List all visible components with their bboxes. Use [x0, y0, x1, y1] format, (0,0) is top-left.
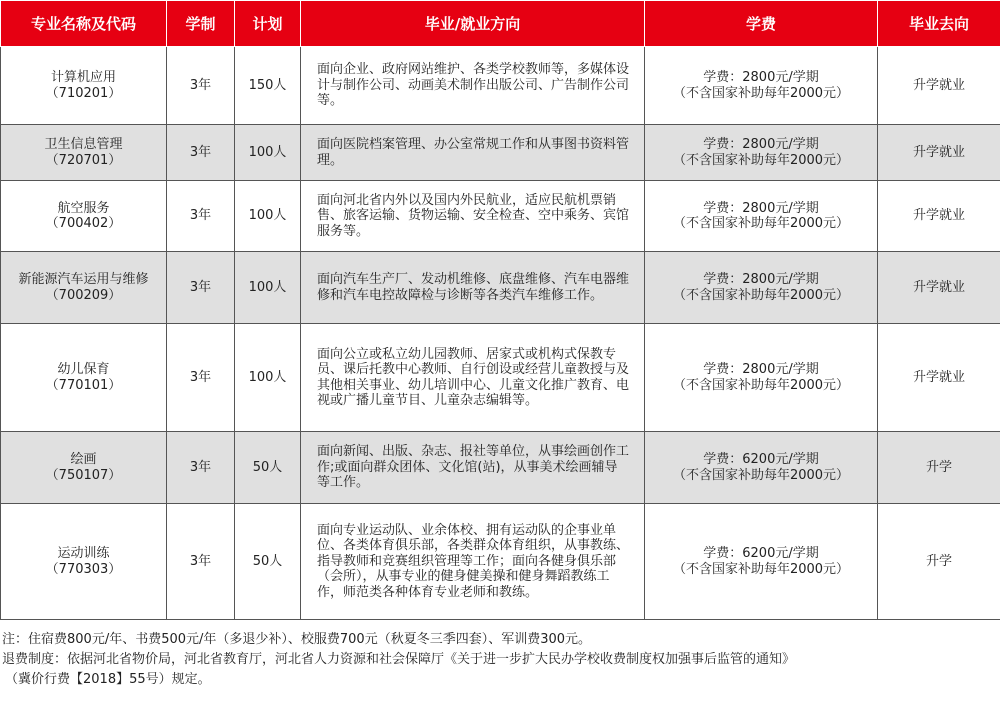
- major-cell: [1, 252, 167, 324]
- major-cell: [1, 181, 167, 252]
- fee-amount: 学费：6200元/学期: [703, 546, 819, 561]
- major-name: 运动训练: [57, 546, 110, 561]
- header-plan: 计划: [235, 1, 301, 47]
- direction-cell: 面向医院档案管理、办公室常规工作和从事图书资料管理。: [301, 125, 645, 181]
- table-row: [1, 252, 1000, 324]
- fee-cell: [645, 324, 878, 432]
- plan-cell: 100人: [235, 324, 301, 432]
- table-row: [1, 181, 1000, 252]
- major-code: （710201）: [45, 85, 122, 101]
- duration-cell: 3年: [167, 324, 235, 432]
- direction-cell: 面向汽车生产厂、发动机维修、底盘维修、汽车电器维修和汽车电控故障检与诊断等各类汽车维修工作。: [301, 252, 645, 324]
- plan-cell: 100人: [235, 181, 301, 252]
- fee-cell: [645, 252, 878, 324]
- major-code: （770303）: [45, 561, 122, 577]
- direction-cell: 面向公立或私立幼儿园教师、居家式或机构式保教专员、课后托教中心教师、自行创设或经营儿童教授与及其他相关事业、幼儿培训中心、儿童文化推广教育、电视或广播儿童节目、儿童杂志编辑等。: [301, 324, 645, 432]
- major-cell: [1, 324, 167, 432]
- duration-cell: 3年: [167, 432, 235, 504]
- header-duration: 学制: [167, 1, 235, 47]
- major-cell: [1, 432, 167, 504]
- table-row: [1, 125, 1000, 181]
- major-name: 卫生信息管理: [44, 137, 123, 152]
- duration-cell: 3年: [167, 125, 235, 181]
- destination-cell: 升学就业: [878, 47, 1000, 125]
- major-name: 航空服务: [57, 200, 110, 216]
- destination-cell: 升学就业: [878, 125, 1000, 181]
- major-code: （700209）: [45, 287, 122, 303]
- fee-cell: [645, 432, 878, 504]
- fee-amount: 学费：6200元/学期: [703, 452, 819, 467]
- fee-amount: 学费：2800元/学期: [703, 137, 819, 152]
- plan-cell: 100人: [235, 125, 301, 181]
- major-cell: [1, 504, 167, 620]
- fee-note: （不含国家补助每年2000元）: [672, 85, 850, 101]
- table-row: [1, 504, 1000, 620]
- duration-cell: 3年: [167, 47, 235, 125]
- duration-cell: 3年: [167, 504, 235, 620]
- fee-amount: 学费：2800元/学期: [703, 362, 819, 377]
- major-name: 计算机应用: [50, 70, 116, 85]
- duration-cell: 3年: [167, 181, 235, 252]
- notes-section: [2, 630, 998, 690]
- fee-note: （不含国家补助每年2000元）: [672, 287, 850, 303]
- major-code: （720701）: [45, 152, 122, 168]
- fee-note: （不含国家补助每年2000元）: [672, 561, 850, 577]
- destination-cell: 升学就业: [878, 252, 1000, 324]
- fee-cell: [645, 181, 878, 252]
- fee-note: （不含国家补助每年2000元）: [672, 152, 850, 168]
- plan-cell: 50人: [235, 504, 301, 620]
- table-row: [1, 324, 1000, 432]
- plan-cell: 100人: [235, 252, 301, 324]
- table-row: [1, 432, 1000, 504]
- destination-cell: 升学: [878, 504, 1000, 620]
- table-header-row: [1, 1, 1000, 47]
- plan-cell: 50人: [235, 432, 301, 504]
- major-code: （750107）: [45, 467, 122, 483]
- table-row: [1, 47, 1000, 125]
- header-direction: 毕业/就业方向: [301, 1, 645, 47]
- header-fee: 学费: [645, 1, 878, 47]
- fee-cell: [645, 47, 878, 125]
- duration-cell: 3年: [167, 252, 235, 324]
- direction-cell: 面向专业运动队、业余体校、拥有运动队的企事业单位、各类体育俱乐部，各类群众体育组织，从事教练、指导教师和竞赛组织管理等工作；面向各健身俱乐部（会所），从事专业的健身健美操和健身舞蹈教练工作，师范类各种体育专业老师和教练。: [301, 504, 645, 620]
- destination-cell: 升学就业: [878, 324, 1000, 432]
- fee-note: （不含国家补助每年2000元）: [672, 216, 850, 231]
- refund-policy-line: 退费制度：依据河北省物价局，河北省教育厅，河北省人力资源和社会保障厅《关于进一步扩大民办学校收费制度权加强事后监管的通知》: [2, 652, 796, 667]
- destination-cell: 升学就业: [878, 181, 1000, 252]
- major-code: （770101）: [45, 377, 122, 393]
- fee-note-line: 注：住宿费800元/年、书费500元/年（多退少补）、校服费700元（秋夏冬三季四套）、军训费300元。: [2, 632, 592, 647]
- fee-amount: 学费：2800元/学期: [703, 70, 819, 85]
- refund-policy-reference: （冀价行费【2018】55号）规定。: [5, 672, 211, 687]
- fee-cell: [645, 504, 878, 620]
- major-cell: [1, 47, 167, 125]
- major-name: 新能源汽车运用与维修: [18, 272, 149, 287]
- fee-note: （不含国家补助每年2000元）: [672, 467, 850, 483]
- major-name: 幼儿保育: [57, 362, 110, 377]
- direction-cell: 面向企业、政府网站维护、各类学校教师等，多媒体设计与制作公司、动画美术制作出版公司、广告制作公司等。: [301, 47, 645, 125]
- major-code: （700402）: [45, 216, 122, 231]
- header-destination: 毕业去向: [878, 1, 1000, 47]
- fee-cell: [645, 125, 878, 181]
- major-cell: [1, 125, 167, 181]
- fee-amount: 学费：2800元/学期: [703, 272, 819, 287]
- header-major-name: 专业名称及代码: [1, 1, 167, 47]
- major-name: 绘画: [70, 452, 97, 467]
- destination-cell: 升学: [878, 432, 1000, 504]
- direction-cell: 面向新闻、出版、杂志、报社等单位，从事绘画创作工作;或面向群众团体、文化馆(站)，从事美术绘画辅导等工作。: [301, 432, 645, 504]
- plan-cell: 150人: [235, 47, 301, 125]
- fee-amount: 学费：2800元/学期: [703, 200, 819, 216]
- direction-cell: 面向河北省内外以及国内外民航业，适应民航机票销售、旅客运输、货物运输、安全检查、空中乘务、宾馆服务等。: [301, 181, 645, 252]
- fee-note: （不含国家补助每年2000元）: [672, 377, 850, 393]
